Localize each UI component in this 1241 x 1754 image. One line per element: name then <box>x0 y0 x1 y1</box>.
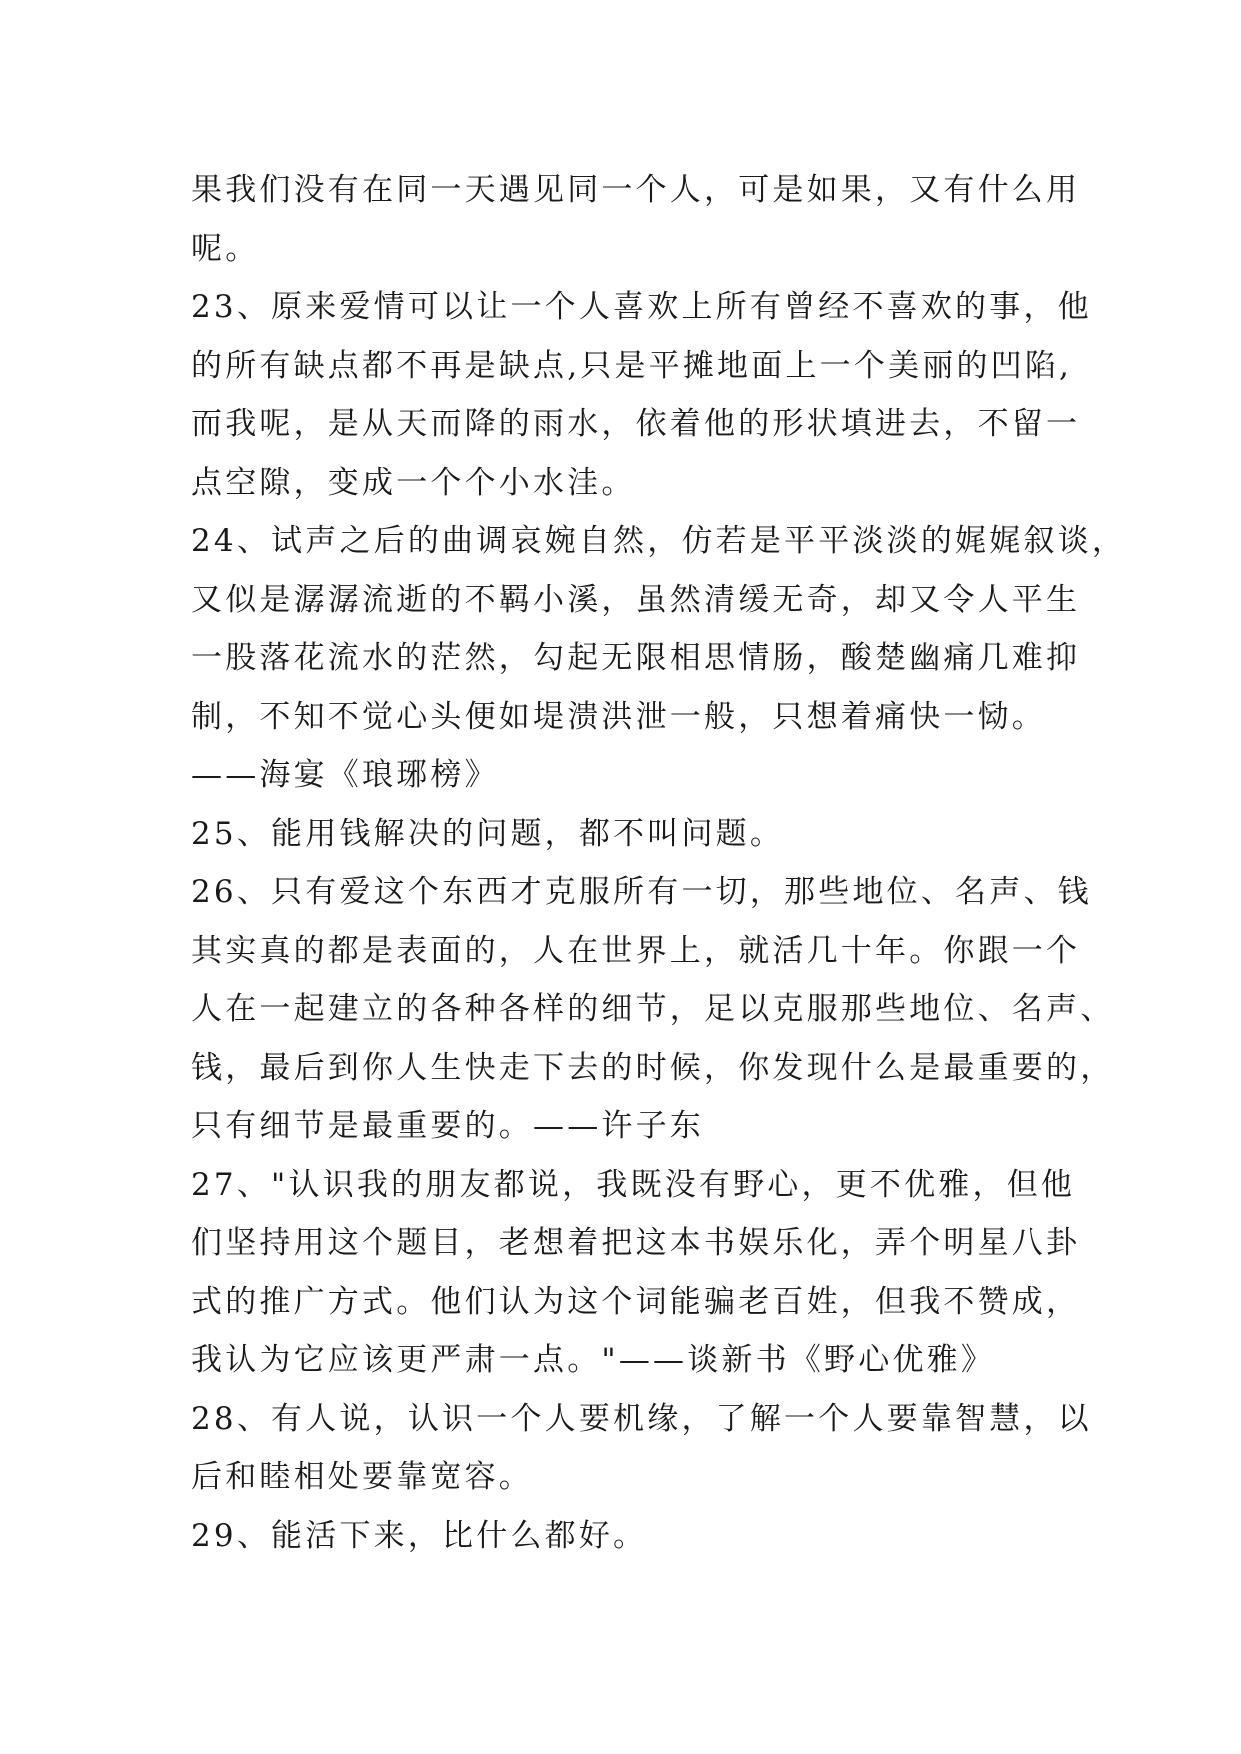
text-line: 26、只有爱这个东西才克服所有一切，那些地位、名声、钱 <box>191 874 1092 910</box>
text-line: 只有细节是最重要的。——许子东 <box>191 1108 704 1144</box>
text-line: 点空隙，变成一个个小水洼。 <box>191 464 636 501</box>
text-line: 后和睦相处要靠宽容。 <box>191 1459 533 1495</box>
text-line: 一股落花流水的茫然，勾起无限相思情肠，酸楚幽痛几难抑 <box>191 640 1081 676</box>
paragraph-26 <box>191 863 1115 1156</box>
paragraph-28 <box>191 1390 1092 1507</box>
text-line: 式的推广方式。他们认为这个词能骗老百姓，但我不赞成， <box>191 1283 1081 1320</box>
document-body <box>191 161 1127 1565</box>
paragraph-29 <box>191 1507 1057 1566</box>
paragraph-23 <box>191 278 1092 512</box>
text-line: 而我呢，是从天而降的雨水，依着他的形状填进去，不留一 <box>191 406 1081 442</box>
paragraph-continuation <box>191 161 1081 278</box>
paragraph-24 <box>191 512 1127 805</box>
text-line: 果我们没有在同一天遇见同一个人，可是如果，又有什么用 <box>191 172 1081 208</box>
text-line: 29、能活下来，比什么都好。 <box>191 1517 648 1554</box>
paragraph-25 <box>191 805 1057 864</box>
text-line: ——海宴《琅琊榜》 <box>191 757 499 793</box>
text-line: 制，不知不觉心头便如堤溃洪泄一般，只想着痛快一恸。 <box>191 698 1046 735</box>
text-line: 我认为它应该更严肃一点。"——谈新书《野心优雅》 <box>191 1342 996 1378</box>
text-line: 又似是潺潺流逝的不羁小溪，虽然清缓无奇，却又令人平生 <box>191 581 1081 618</box>
paragraph-27 <box>191 1156 1081 1390</box>
text-line: 23、原来爱情可以让一个人喜欢上所有曾经不喜欢的事，他 <box>191 289 1092 325</box>
text-line: 呢。 <box>191 230 260 267</box>
text-line: 的所有缺点都不再是缺点,只是平摊地面上一个美丽的凹陷, <box>191 347 1073 384</box>
text-line: 钱，最后到你人生快走下去的时候，你发现什么是最重要的， <box>191 1049 1115 1086</box>
text-line: 们坚持用这个题目，老想着把这本书娱乐化，弄个明星八卦 <box>191 1225 1081 1261</box>
text-line: 28、有人说，认识一个人要机缘，了解一个人要靠智慧，以 <box>191 1400 1092 1437</box>
text-line: 人在一起建立的各种各样的细节，足以克服那些地位、名声、 <box>191 991 1115 1027</box>
text-line: 25、能用钱解决的问题，都不叫问题。 <box>191 815 785 852</box>
text-line: 其实真的都是表面的，人在世界上，就活几十年。你跟一个 <box>191 932 1081 969</box>
text-line: 27、"认识我的朋友都说，我既没有野心，更不优雅，但他 <box>191 1166 1076 1203</box>
text-line: 24、试声之后的曲调哀婉自然，仿若是平平淡淡的娓娓叙谈， <box>191 523 1127 559</box>
